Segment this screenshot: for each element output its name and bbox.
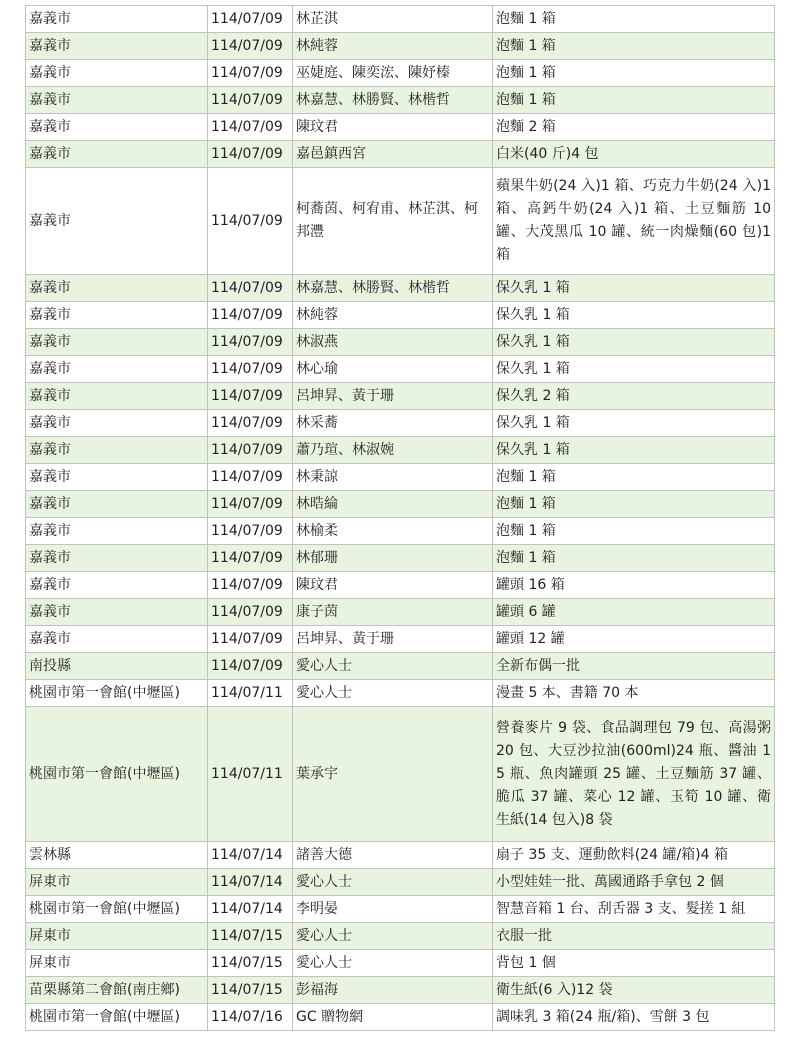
- region-cell: 嘉義市: [26, 383, 208, 410]
- table-row: [26, 572, 775, 599]
- item-cell: 保久乳 1 箱: [493, 356, 775, 383]
- region-cell: 屏東市: [26, 869, 208, 896]
- donor-cell: 嘉邑鎮西宮: [293, 141, 493, 168]
- region-cell: 苗栗縣第二會館(南庄鄉): [26, 977, 208, 1004]
- item-cell: 背包 1 個: [493, 950, 775, 977]
- donation-table-body: [26, 6, 775, 1031]
- date-cell: 114/07/16: [208, 1004, 293, 1031]
- donor-cell: 愛心人士: [293, 950, 493, 977]
- region-cell: 嘉義市: [26, 410, 208, 437]
- table-row: [26, 168, 775, 275]
- region-cell: 嘉義市: [26, 275, 208, 302]
- table-row: [26, 842, 775, 869]
- table-row: [26, 626, 775, 653]
- date-cell: 114/07/09: [208, 599, 293, 626]
- date-cell: 114/07/09: [208, 114, 293, 141]
- table-row: [26, 896, 775, 923]
- region-cell: 嘉義市: [26, 87, 208, 114]
- item-cell: 保久乳 1 箱: [493, 302, 775, 329]
- date-cell: 114/07/11: [208, 680, 293, 707]
- date-cell: 114/07/09: [208, 329, 293, 356]
- date-cell: 114/07/14: [208, 842, 293, 869]
- item-cell: 泡麵 2 箱: [493, 114, 775, 141]
- date-cell: 114/07/09: [208, 275, 293, 302]
- date-cell: 114/07/09: [208, 518, 293, 545]
- table-row: [26, 1004, 775, 1031]
- item-cell: 泡麵 1 箱: [493, 491, 775, 518]
- item-cell: 罐頭 16 箱: [493, 572, 775, 599]
- date-cell: 114/07/14: [208, 869, 293, 896]
- donor-cell: 林嘉慧、林勝賢、林楷哲: [293, 275, 493, 302]
- date-cell: 114/07/09: [208, 383, 293, 410]
- donor-cell: 林淑燕: [293, 329, 493, 356]
- donor-cell: 李明晏: [293, 896, 493, 923]
- region-cell: 桃園市第一會館(中壢區): [26, 680, 208, 707]
- region-cell: 雲林縣: [26, 842, 208, 869]
- table-row: [26, 977, 775, 1004]
- item-cell: 保久乳 1 箱: [493, 275, 775, 302]
- region-cell: 嘉義市: [26, 302, 208, 329]
- date-cell: 114/07/09: [208, 491, 293, 518]
- region-cell: 嘉義市: [26, 33, 208, 60]
- region-cell: 嘉義市: [26, 545, 208, 572]
- region-cell: 嘉義市: [26, 572, 208, 599]
- item-cell: 泡麵 1 箱: [493, 464, 775, 491]
- table-row: [26, 869, 775, 896]
- date-cell: 114/07/09: [208, 653, 293, 680]
- table-row: [26, 950, 775, 977]
- date-cell: 114/07/09: [208, 572, 293, 599]
- donor-cell: 愛心人士: [293, 680, 493, 707]
- table-row: [26, 329, 775, 356]
- table-row: [26, 6, 775, 33]
- item-cell: 泡麵 1 箱: [493, 60, 775, 87]
- donor-cell: 康子茵: [293, 599, 493, 626]
- donor-cell: 蕭乃瑄、林淑婉: [293, 437, 493, 464]
- date-cell: 114/07/14: [208, 896, 293, 923]
- table-row: [26, 437, 775, 464]
- donor-cell: 巫婕庭、陳奕浤、陳妤榛: [293, 60, 493, 87]
- date-cell: 114/07/09: [208, 302, 293, 329]
- table-row: [26, 653, 775, 680]
- item-cell: 營養麥片 9 袋、食品調理包 79 包、高湯粥 20 包、大豆沙拉油(600ml)24 瓶、醬油 15 瓶、魚肉罐頭 25 罐、土豆麵筋 37 罐、脆瓜 37 罐、菜心 12 罐、玉筍 10 罐、衛生紙(14 包入)8 袋: [493, 707, 775, 842]
- item-cell: 漫畫 5 本、書籍 70 本: [493, 680, 775, 707]
- region-cell: 桃園市第一會館(中壢區): [26, 896, 208, 923]
- table-row: [26, 114, 775, 141]
- date-cell: 114/07/09: [208, 6, 293, 33]
- item-cell: 保久乳 2 箱: [493, 383, 775, 410]
- donor-cell: 林秉諒: [293, 464, 493, 491]
- region-cell: 嘉義市: [26, 141, 208, 168]
- table-row: [26, 356, 775, 383]
- table-row: [26, 707, 775, 842]
- date-cell: 114/07/11: [208, 707, 293, 842]
- donor-cell: 愛心人士: [293, 653, 493, 680]
- donor-cell: 林芷淇: [293, 6, 493, 33]
- item-cell: 調味乳 3 箱(24 瓶/箱)、雪餅 3 包: [493, 1004, 775, 1031]
- donor-cell: 林嘉慧、林勝賢、林楷哲: [293, 87, 493, 114]
- date-cell: 114/07/09: [208, 437, 293, 464]
- date-cell: 114/07/09: [208, 168, 293, 275]
- table-row: [26, 599, 775, 626]
- donor-cell: GC 贈物網: [293, 1004, 493, 1031]
- item-cell: 保久乳 1 箱: [493, 410, 775, 437]
- donor-cell: 林純蓉: [293, 33, 493, 60]
- item-cell: 全新布偶一批: [493, 653, 775, 680]
- region-cell: 嘉義市: [26, 6, 208, 33]
- donor-cell: 愛心人士: [293, 923, 493, 950]
- date-cell: 114/07/09: [208, 464, 293, 491]
- item-cell: 泡麵 1 箱: [493, 518, 775, 545]
- item-cell: 蘋果牛奶(24 入)1 箱、巧克力牛奶(24 入)1 箱、高鈣牛奶(24 入)1 箱、土豆麵筋 10 罐、大茂黑瓜 10 罐、統一肉燥麵(60 包)1 箱: [493, 168, 775, 275]
- item-cell: 罐頭 6 罐: [493, 599, 775, 626]
- table-row: [26, 60, 775, 87]
- item-cell: 保久乳 1 箱: [493, 437, 775, 464]
- region-cell: 嘉義市: [26, 168, 208, 275]
- table-row: [26, 545, 775, 572]
- donor-cell: 呂坤昇、黃于珊: [293, 383, 493, 410]
- date-cell: 114/07/09: [208, 141, 293, 168]
- item-cell: 保久乳 1 箱: [493, 329, 775, 356]
- donor-cell: 柯蕎茵、柯宥甫、林芷淇、柯邦灃: [293, 168, 493, 275]
- table-row: [26, 491, 775, 518]
- table-row: [26, 410, 775, 437]
- date-cell: 114/07/09: [208, 356, 293, 383]
- donor-cell: 葉承宇: [293, 707, 493, 842]
- donor-cell: 愛心人士: [293, 869, 493, 896]
- donor-cell: 林純蓉: [293, 302, 493, 329]
- item-cell: 衛生紙(6 入)12 袋: [493, 977, 775, 1004]
- item-cell: 泡麵 1 箱: [493, 545, 775, 572]
- item-cell: 小型娃娃一批、萬國通路手拿包 2 個: [493, 869, 775, 896]
- item-cell: 泡麵 1 箱: [493, 33, 775, 60]
- item-cell: 泡麵 1 箱: [493, 6, 775, 33]
- region-cell: 嘉義市: [26, 356, 208, 383]
- item-cell: 智慧音箱 1 台、刮舌器 3 支、髮搓 1 組: [493, 896, 775, 923]
- region-cell: 嘉義市: [26, 114, 208, 141]
- table-row: [26, 518, 775, 545]
- donor-cell: 林心瑜: [293, 356, 493, 383]
- date-cell: 114/07/09: [208, 87, 293, 114]
- table-row: [26, 464, 775, 491]
- date-cell: 114/07/15: [208, 950, 293, 977]
- region-cell: 嘉義市: [26, 464, 208, 491]
- item-cell: 罐頭 12 罐: [493, 626, 775, 653]
- donor-cell: 林采蕎: [293, 410, 493, 437]
- date-cell: 114/07/15: [208, 923, 293, 950]
- item-cell: 泡麵 1 箱: [493, 87, 775, 114]
- donor-cell: 陳玟君: [293, 114, 493, 141]
- table-row: [26, 87, 775, 114]
- region-cell: 嘉義市: [26, 626, 208, 653]
- date-cell: 114/07/09: [208, 626, 293, 653]
- donor-cell: 陳玟君: [293, 572, 493, 599]
- region-cell: 嘉義市: [26, 60, 208, 87]
- item-cell: 扇子 35 支、運動飲料(24 罐/箱)4 箱: [493, 842, 775, 869]
- region-cell: 嘉義市: [26, 518, 208, 545]
- region-cell: 桃園市第一會館(中壢區): [26, 1004, 208, 1031]
- date-cell: 114/07/09: [208, 33, 293, 60]
- donation-table: [25, 5, 775, 1031]
- table-row: [26, 33, 775, 60]
- item-cell: 白米(40 斤)4 包: [493, 141, 775, 168]
- date-cell: 114/07/09: [208, 410, 293, 437]
- donor-cell: 林晧綸: [293, 491, 493, 518]
- region-cell: 嘉義市: [26, 437, 208, 464]
- region-cell: 南投縣: [26, 653, 208, 680]
- item-cell: 衣服一批: [493, 923, 775, 950]
- donor-cell: 彭福海: [293, 977, 493, 1004]
- region-cell: 嘉義市: [26, 599, 208, 626]
- table-row: [26, 141, 775, 168]
- donor-cell: 諸善大德: [293, 842, 493, 869]
- table-row: [26, 302, 775, 329]
- region-cell: 屏東市: [26, 923, 208, 950]
- region-cell: 嘉義市: [26, 329, 208, 356]
- donor-cell: 呂坤昇、黃于珊: [293, 626, 493, 653]
- donor-cell: 林郁珊: [293, 545, 493, 572]
- date-cell: 114/07/09: [208, 545, 293, 572]
- table-row: [26, 680, 775, 707]
- date-cell: 114/07/09: [208, 60, 293, 87]
- region-cell: 嘉義市: [26, 491, 208, 518]
- date-cell: 114/07/15: [208, 977, 293, 1004]
- donor-cell: 林榆柔: [293, 518, 493, 545]
- table-row: [26, 383, 775, 410]
- region-cell: 桃園市第一會館(中壢區): [26, 707, 208, 842]
- region-cell: 屏東市: [26, 950, 208, 977]
- table-row: [26, 275, 775, 302]
- table-row: [26, 923, 775, 950]
